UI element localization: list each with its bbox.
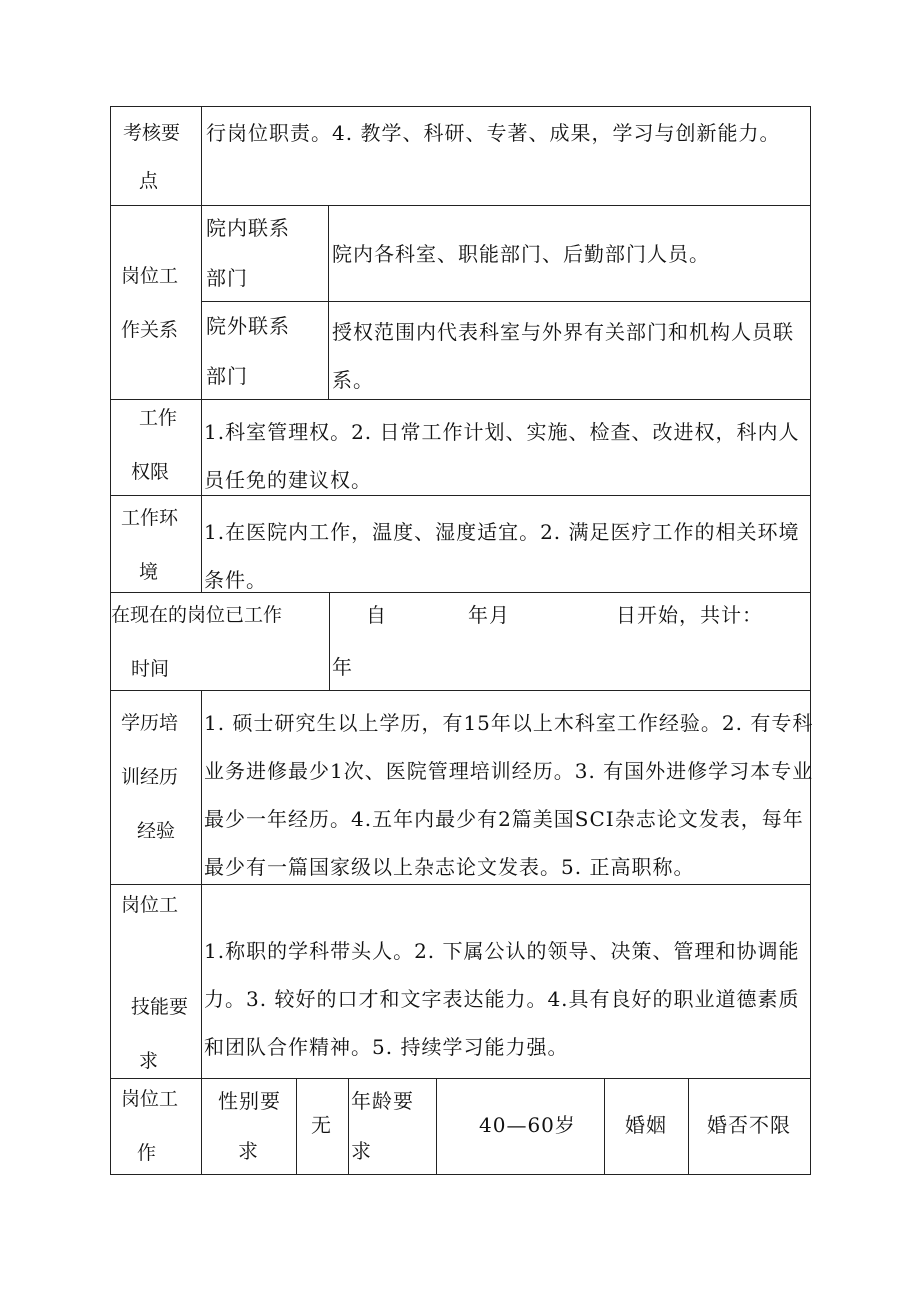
label-education-line2: 训经历: [121, 766, 179, 788]
label-tenure-line2: 时间: [131, 658, 170, 680]
cell-authority-content: [201, 400, 810, 495]
row-environment: [110, 495, 811, 592]
row-work-relations: [110, 205, 811, 399]
age-value: 40—60岁: [479, 1113, 576, 1137]
label-assessment-line2: 点: [139, 170, 159, 192]
label-skills-line2: 技能要: [131, 996, 189, 1018]
cell-age-label: [348, 1079, 436, 1174]
relations-divider: [202, 301, 810, 302]
assessment-content-line1: 行岗位职责。4. 教学、科研、专著、成果，学习与创新能力。: [206, 121, 781, 145]
label-relations-line1: 岗位工: [121, 265, 179, 287]
cell-tenure-content: [329, 593, 810, 690]
row-authority: [110, 399, 811, 495]
education-content-line3: 最少一年经历。4.五年内最少有2篇美国SCI杂志论文发表，每年: [204, 807, 804, 831]
tenure-years: 年: [332, 655, 353, 679]
skills-content-line1: 1.称职的学科带头人。2. 下属公认的领导、决策、管理和协调能: [204, 939, 800, 963]
row-assessment: [110, 106, 811, 205]
skills-content-line3: 和团队合作精神。5. 持续学习能力强。: [204, 1035, 569, 1059]
tenure-day-total: 日开始，共计：: [616, 603, 763, 627]
label-skills-line1: 岗位工: [121, 894, 179, 916]
row-conditions: [110, 1078, 811, 1175]
label-authority-line1: 工作: [139, 407, 178, 429]
gender-label-line2: 求: [238, 1139, 259, 1163]
age-label-line2: 求: [351, 1139, 372, 1163]
label-skills-line3: 求: [139, 1050, 159, 1072]
marriage-label: 婚姻: [625, 1113, 667, 1137]
label-authority-line2: 权限: [131, 461, 170, 483]
label-conditions-line1: 岗位工: [121, 1088, 179, 1110]
cell-environment-content: [201, 496, 810, 592]
education-content-line1: 1. 硕士研究生以上学历，有15年以上木科室工作经验。2. 有专科: [204, 711, 814, 735]
internal-sub-label-line2: 部门: [206, 266, 248, 290]
cell-assessment-content: [201, 107, 810, 205]
label-environment-line2: 境: [139, 561, 159, 583]
label-assessment-line1: 考核要: [123, 122, 181, 144]
tenure-from: 自: [366, 603, 387, 627]
label-tenure-line1: 在现在的岗位已工作: [111, 604, 283, 626]
gender-value: 无: [311, 1113, 332, 1137]
row-skills: [110, 884, 811, 1078]
internal-content-line1: 院内各科室、职能部门、后勤部门人员。: [332, 242, 710, 266]
cell-marriage-value: [688, 1079, 810, 1174]
label-relations-line2: 作关系: [121, 319, 179, 341]
label-education-line3: 经验: [137, 820, 176, 842]
tenure-year-month: 年月: [468, 603, 510, 627]
external-content-line2: 系。: [332, 368, 374, 392]
environment-content-line1: 1.在医院内工作，温度、湿度适宜。2. 满足医疗工作的相关环境: [204, 520, 800, 544]
education-content-line4: 最少有一篇国家级以上杂志论文发表。5. 正高职称。: [204, 855, 695, 879]
label-conditions-line2: 作: [137, 1142, 157, 1164]
marriage-value: 婚否不限: [707, 1113, 791, 1137]
row-tenure: [110, 592, 811, 690]
cell-gender-label: [201, 1079, 296, 1174]
age-label-line1: 年龄要: [351, 1089, 414, 1113]
education-content-line2: 业务进修最少1次、医院管理培训经历。3. 有国外进修学习本专业: [204, 759, 814, 783]
internal-sub-label-line1: 院内联系: [206, 216, 290, 240]
cell-gender-value: [296, 1079, 348, 1174]
row-education: [110, 690, 814, 884]
label-education-line1: 学历培: [121, 712, 179, 734]
skills-content-line2: 力。3. 较好的口才和文字表达能力。4.具有良好的职业道德素质: [204, 987, 800, 1011]
relations-sub-divider: [328, 206, 329, 399]
label-environment-line1: 工作环: [121, 507, 179, 529]
authority-content-line2: 员任免的建议权。: [204, 468, 372, 492]
external-sub-label-line2: 部门: [206, 364, 248, 388]
external-sub-label-line1: 院外联系: [206, 314, 290, 338]
cell-marriage-label: [604, 1079, 688, 1174]
cell-relations-right: [201, 206, 810, 399]
environment-content-line2: 条件。: [204, 568, 267, 592]
cell-skills-content: [201, 885, 810, 1078]
authority-content-line1: 1.科室管理权。2. 日常工作计划、实施、检查、改进权，科内人: [204, 420, 800, 444]
cell-education-content: [201, 691, 814, 884]
external-content-line1: 授权范围内代表科室与外界有关部门和机构人员联: [332, 320, 794, 344]
gender-label-line1: 性别要: [218, 1089, 281, 1113]
cell-age-value: [436, 1079, 604, 1174]
